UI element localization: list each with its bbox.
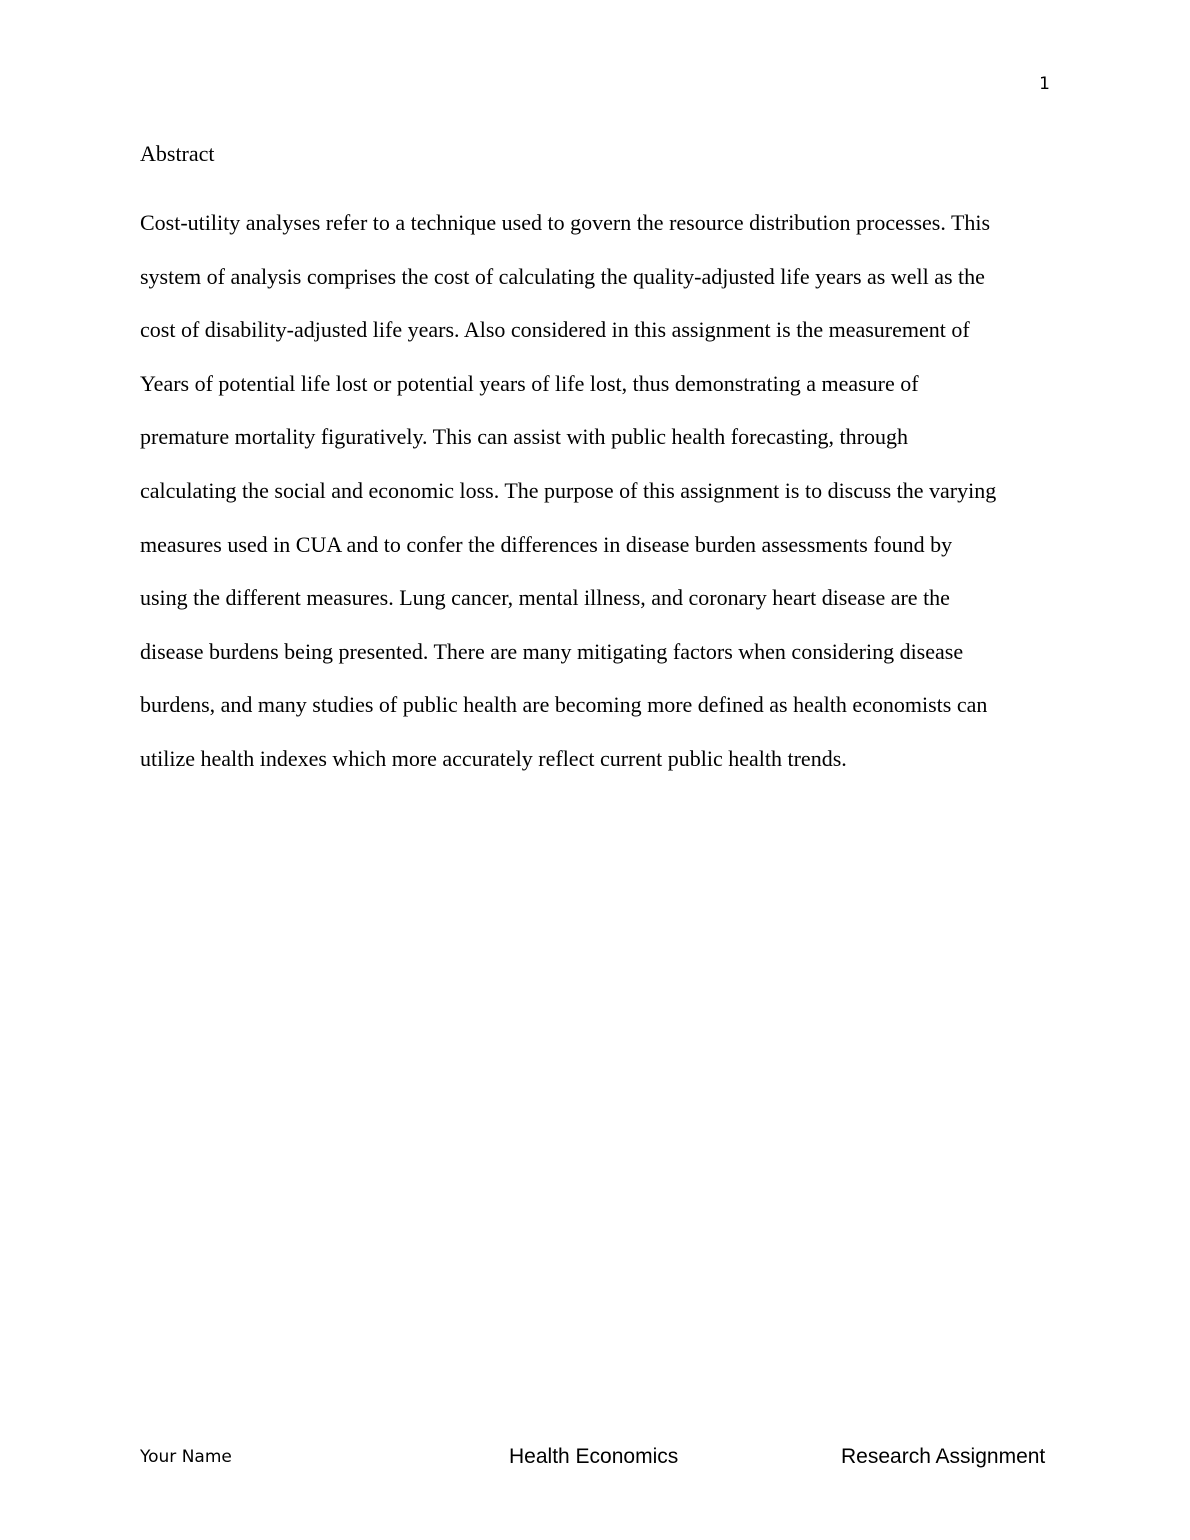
paragraph-line: disease burdens being presented. There are many mitigating factors when considering disease [140, 638, 964, 664]
paragraph-line: Years of potential life lost or potential years of life lost, thus demonstrating a measure of [140, 370, 919, 396]
paragraph-line: calculating the social and economic loss. The purpose of this assignment is to discuss the varying [140, 477, 997, 503]
footer-assignment: Research Assignment [841, 1445, 1046, 1468]
paragraph-line: premature mortality figuratively. This can assist with public health forecasting, through [140, 424, 908, 450]
paragraph-line: measures used in CUA and to confer the differences in disease burden assessments found by [140, 531, 953, 557]
paragraph-line: burdens, and many studies of public health are becoming more defined as health economists can [140, 692, 988, 718]
paragraph-line: cost of disability-adjusted life years. Also considered in this assignment is the measurement of [140, 317, 970, 343]
abstract-paragraph [140, 205, 1055, 795]
paragraph-line: system of analysis comprises the cost of calculating the quality-adjusted life years as well as the [140, 263, 985, 289]
footer-author: Your Name [140, 1447, 232, 1467]
footer-course: Health Economics [509, 1445, 679, 1468]
paragraph-line: using the different measures. Lung cancer, mental illness, and coronary heart disease are the [140, 585, 950, 611]
section-heading: Abstract [140, 141, 215, 166]
page-number: 1 [1039, 74, 1050, 94]
paragraph-line: Cost-utility analyses refer to a technique used to govern the resource distribution processes. This [140, 210, 991, 235]
paragraph-line: utilize health indexes which more accurately reflect current public health trends. [140, 745, 847, 771]
